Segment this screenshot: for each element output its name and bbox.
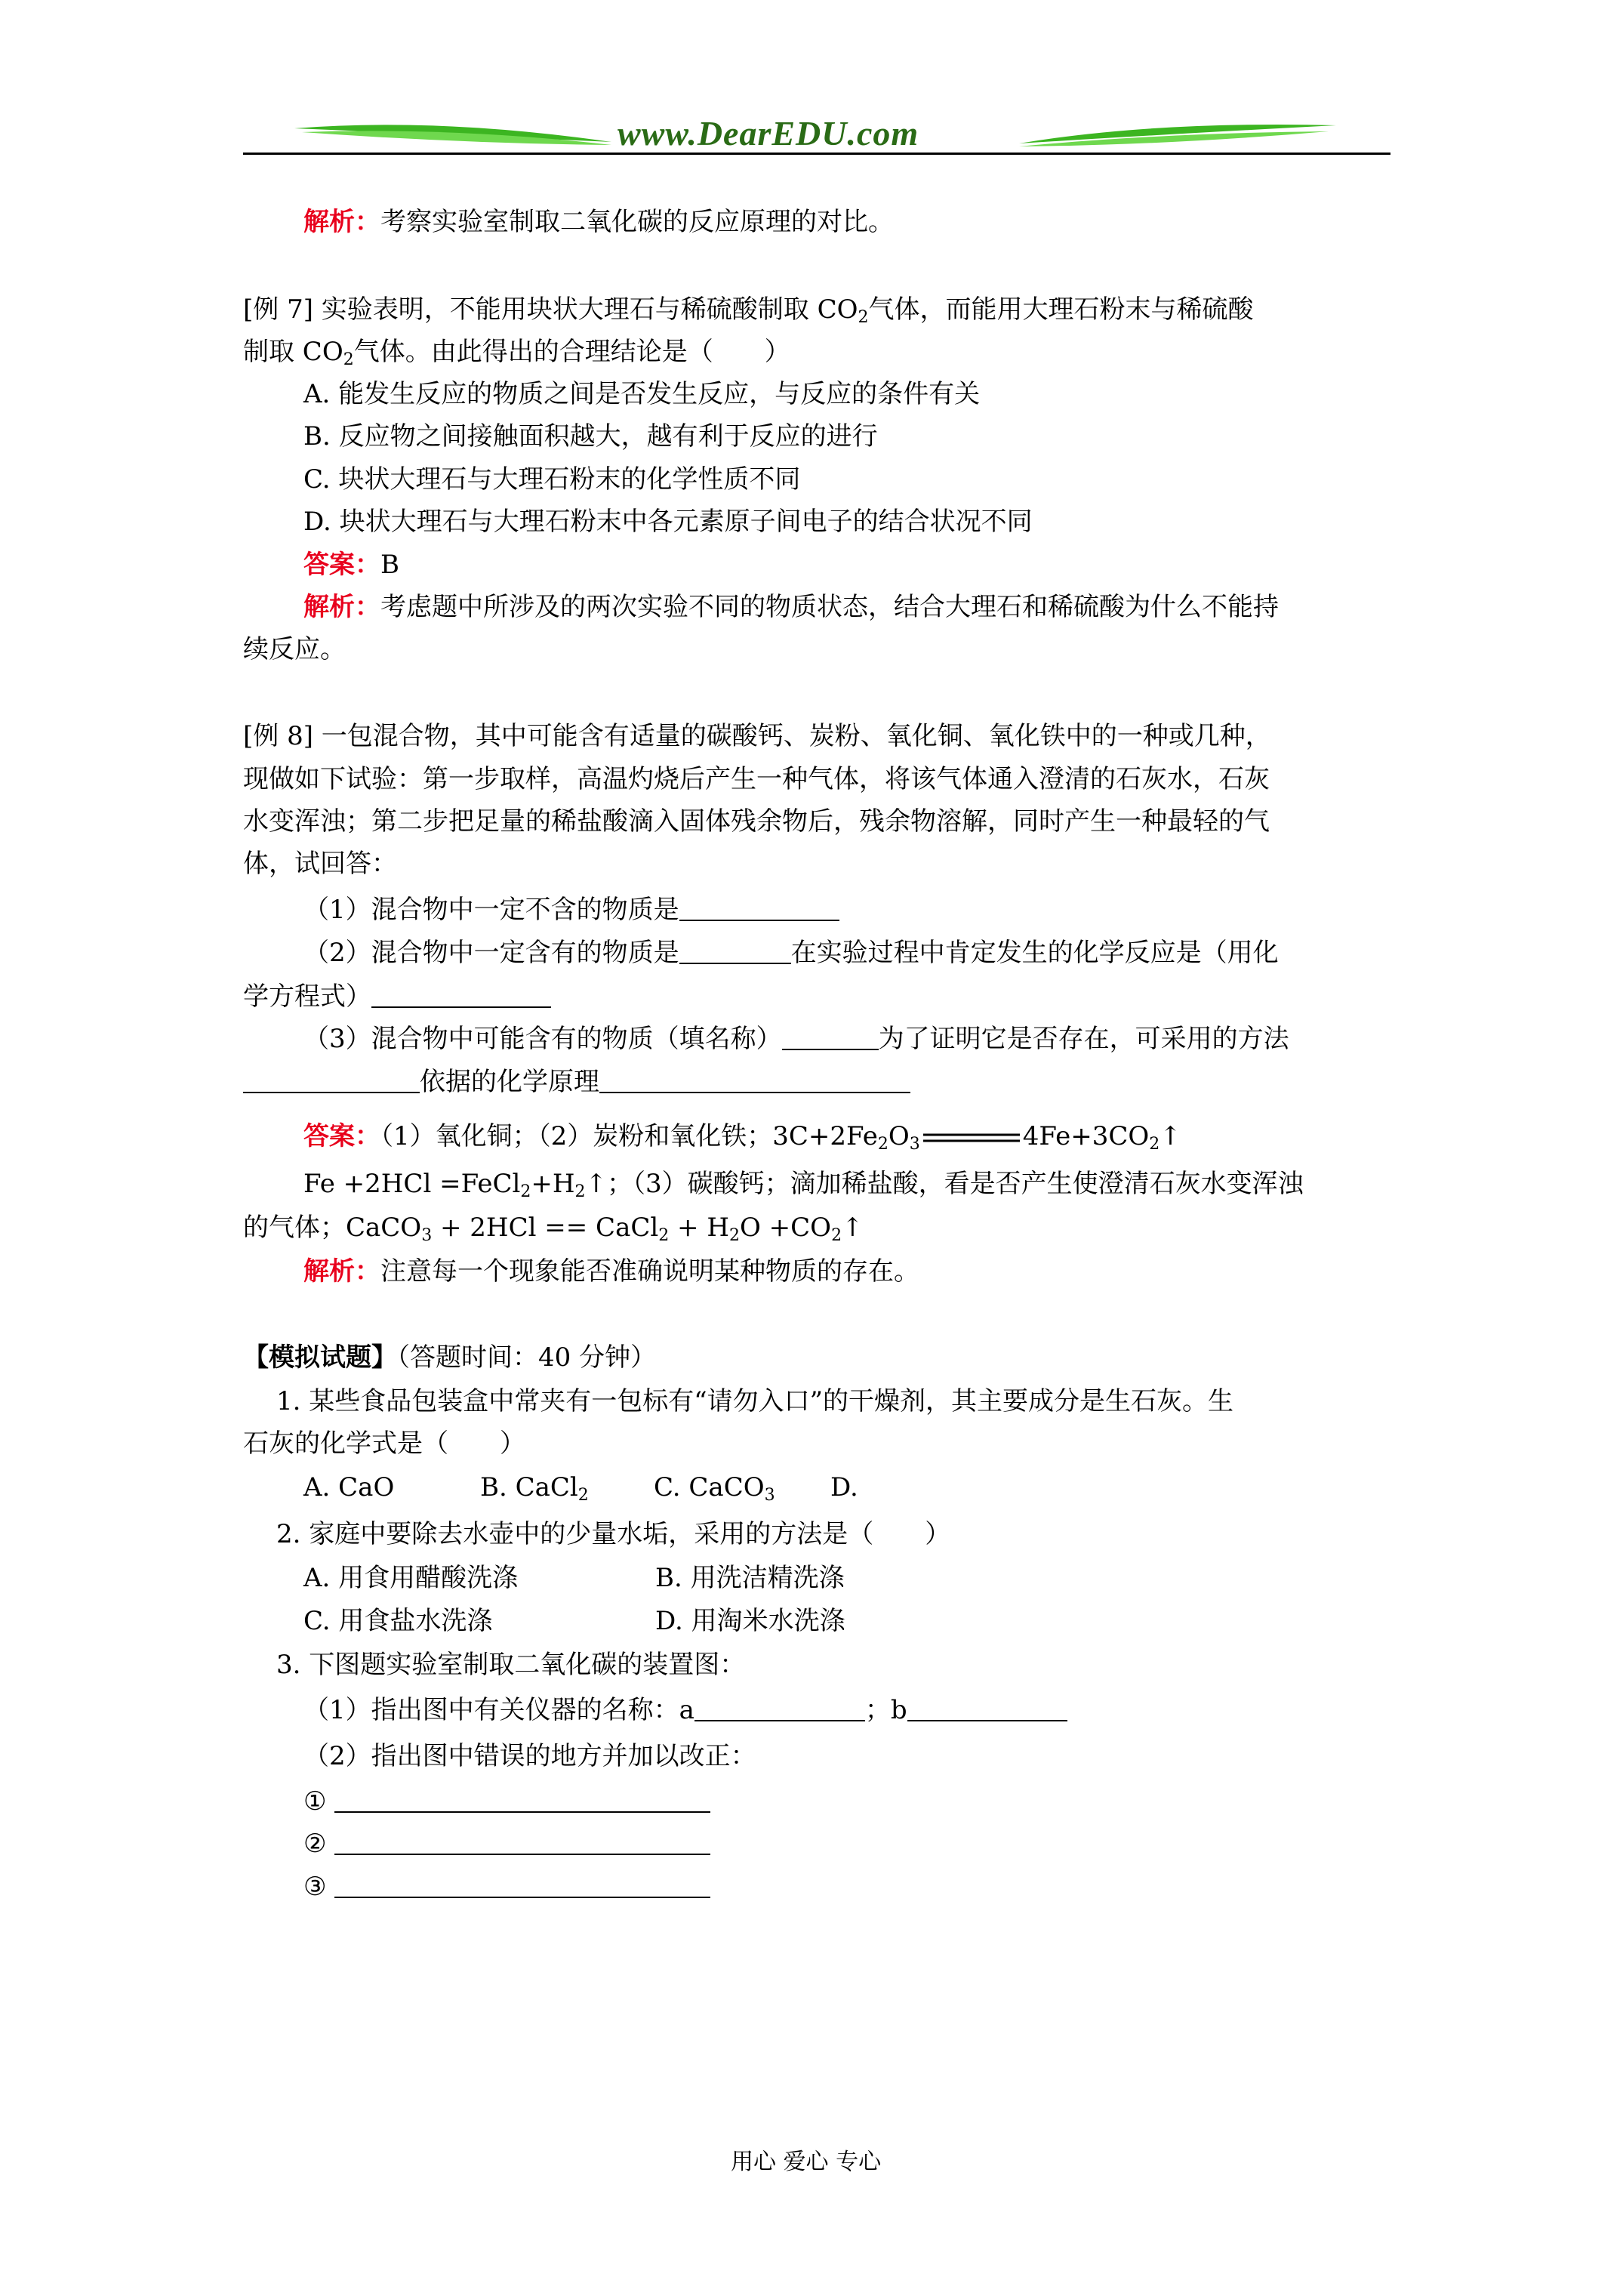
ex8-answer-line-2	[303, 1167, 1304, 1200]
answer-blank[interactable]	[243, 1066, 420, 1093]
question-text: 在实验过程中肯定发生的化学反应是（用化	[790, 938, 1279, 968]
ex7-analysis-line-1	[303, 590, 1279, 624]
header-rule	[243, 153, 1390, 155]
ex7-option-d: D. 块状大理石与大理石粉末中各元素原子间电子的结合状况不同	[303, 507, 1033, 537]
ex8-question-3-cont	[243, 1065, 910, 1099]
question-text: 依据的化学原理	[420, 1067, 599, 1097]
subscript: 2	[574, 1182, 586, 1201]
ex8-answer-line-1	[303, 1120, 1181, 1153]
correction-line-1	[303, 1785, 710, 1818]
gas-arrow-icon: ↑	[842, 1213, 864, 1243]
correction-line-2	[303, 1827, 710, 1860]
section-time: （答题时间：40 分钟）	[397, 1342, 657, 1373]
analysis-label: 解析：	[303, 207, 380, 237]
answer-blank[interactable]	[782, 1023, 879, 1050]
subscript: 2	[877, 1135, 888, 1154]
circled-number: ③	[303, 1872, 327, 1902]
answer-blank[interactable]	[334, 1786, 710, 1813]
ex7-line-2	[243, 335, 790, 368]
mock-q3-part-2: （2）指出图中错误的地方并加以改正：	[303, 1741, 756, 1771]
ex8-question-3	[303, 1022, 1289, 1056]
subscript: 3	[909, 1135, 920, 1154]
mock-q1-line-1: 1. 某些食品包装盒中常夹有一包标有“请勿入口”的干燥剂，其主要成分是生石灰。生	[276, 1386, 1234, 1416]
answer-blank[interactable]	[371, 981, 551, 1008]
analysis-label: 解析：	[303, 592, 380, 622]
option-text: C. CaCO	[654, 1472, 765, 1502]
analysis-text: 考察实验室制取二氧化碳的反应原理的对比。	[380, 207, 894, 237]
subscript: 2	[858, 308, 869, 327]
circled-number: ①	[303, 1786, 327, 1817]
answer-blank[interactable]	[679, 937, 791, 964]
answer-blank[interactable]	[907, 1694, 1067, 1721]
circled-number: ②	[303, 1829, 327, 1859]
question-text: （1）指出图中有关仪器的名称：a	[303, 1695, 694, 1725]
mock-q1-option-b	[480, 1471, 589, 1504]
question-text: （2）混合物中一定含有的物质是	[303, 938, 679, 968]
ex8-line-4: 体，试回答：	[243, 849, 397, 879]
answer-blank[interactable]	[694, 1694, 865, 1721]
mock-test-heading	[243, 1341, 656, 1374]
ex7-option-b: B. 反应物之间接触面积越大，越有利于反应的进行	[303, 421, 878, 451]
answer-text: + 2HCl == CaCl	[432, 1213, 659, 1243]
subscript: 2	[831, 1226, 842, 1245]
answer-blank[interactable]	[679, 894, 839, 921]
header-logo-text: www.DearEDU.com	[617, 114, 919, 153]
ex7-analysis-line-2: 续反应。	[243, 634, 346, 664]
ex8-analysis	[303, 1255, 919, 1288]
ex8-question-2-cont	[243, 980, 551, 1013]
answer-text: + H	[669, 1213, 729, 1243]
subscript: 2	[729, 1226, 740, 1245]
answer-text: 4Fe+3CO	[1022, 1121, 1150, 1151]
mock-q1-option-c	[654, 1471, 775, 1504]
option-text: B. CaCl	[480, 1472, 578, 1502]
question-text: 学方程式）	[243, 982, 371, 1012]
answer-blank[interactable]	[334, 1871, 710, 1898]
mock-q2-option-d: D. 用淘米水洗涤	[655, 1606, 845, 1636]
mock-q1-option-a: A. CaO	[303, 1472, 395, 1502]
mock-q1-line-2: 石灰的化学式是（ ）	[243, 1428, 525, 1459]
answer-text: 的气体；CaCO	[243, 1213, 422, 1243]
prev-analysis-line	[303, 205, 894, 239]
answer-text: ↑；（3）碳酸钙；滴加稀盐酸，看是否产生使澄清石灰水变浑浊	[585, 1169, 1304, 1199]
mock-q2-option-c: C. 用食盐水洗涤	[303, 1606, 493, 1636]
question-text: （3）混合物中可能含有的物质（填名称）	[303, 1024, 782, 1054]
ex7-text: 气体，而能用大理石粉末与稀硫酸	[868, 294, 1254, 325]
reaction-equals-sign	[923, 1132, 1020, 1144]
subscript: 3	[764, 1486, 775, 1505]
answer-blank[interactable]	[334, 1828, 710, 1855]
mock-q2-option-b: B. 用洗洁精洗涤	[655, 1563, 845, 1593]
subscript: 2	[1149, 1135, 1160, 1154]
answer-text: O	[888, 1121, 910, 1151]
analysis-text: 考虑题中所涉及的两次实验不同的物质状态，结合大理石和稀硫酸为什么不能持	[380, 592, 1279, 622]
question-text: 为了证明它是否存在，可采用的方法	[878, 1024, 1289, 1054]
ex8-answer-line-3	[243, 1211, 864, 1244]
subscript: 2	[343, 350, 354, 369]
analysis-label: 解析：	[303, 1256, 380, 1287]
answer-value: B	[380, 550, 399, 580]
page-footer: 用心 爱心 专心	[731, 2149, 882, 2175]
ex7-text: 气体。由此得出的合理结论是（ ）	[353, 337, 790, 367]
ex7-option-a: A. 能发生反应的物质之间是否发生反应，与反应的条件有关	[303, 379, 981, 409]
answer-label: 答案：	[303, 1121, 380, 1151]
ex8-question-2	[303, 936, 1279, 969]
ex7-line-1	[243, 293, 1253, 326]
section-title: 【模拟试题】	[243, 1342, 397, 1373]
mock-q2: 2. 家庭中要除去水壶中的少量水垢，采用的方法是（ ）	[276, 1519, 951, 1549]
ex8-line-1: [例 8] 一包混合物，其中可能含有适量的碳酸钙、炭粉、氧化铜、氧化铁中的一种或几种，	[243, 721, 1271, 751]
ex8-line-3: 水变浑浊；第二步把足量的稀盐酸滴入固体残余物后，残余物溶解，同时产生一种最轻的气	[243, 806, 1270, 837]
ex7-text: [例 7] 实验表明，不能用块状大理石与稀硫酸制取 CO	[243, 294, 858, 325]
ex8-question-1	[303, 893, 839, 926]
ex7-text: 制取 CO	[243, 337, 343, 367]
subscript: 2	[658, 1226, 670, 1245]
mock-q2-option-a: A. 用食用醋酸洗涤	[303, 1563, 519, 1593]
mock-q1-option-d: D.	[830, 1472, 858, 1502]
subscript: 3	[421, 1226, 433, 1245]
mock-q3-part-1	[303, 1693, 1067, 1727]
mock-q3: 3. 下图题实验室制取二氧化碳的装置图：	[276, 1650, 746, 1680]
gas-arrow-icon: ↑	[1160, 1121, 1181, 1151]
answer-text: Fe +2HCl =FeCl	[303, 1169, 521, 1199]
subscript: 2	[520, 1182, 531, 1201]
ex8-line-2: 现做如下试验：第一步取样，高温灼烧后产生一种气体，将该气体通入澄清的石灰水，石灰	[243, 764, 1270, 794]
correction-line-3	[303, 1870, 710, 1903]
subscript: 2	[577, 1486, 589, 1505]
ex7-answer	[303, 548, 399, 581]
question-text: ；b	[864, 1695, 907, 1725]
answer-label: 答案：	[303, 550, 380, 580]
ex7-option-c: C. 块状大理石与大理石粉末的化学性质不同	[303, 464, 801, 495]
answer-blank[interactable]	[599, 1066, 910, 1093]
answer-text: O +CO	[740, 1213, 832, 1243]
answer-text: （1）氧化铜；（2）炭粉和氧化铁；3C+2Fe	[380, 1121, 878, 1151]
question-text: （1）混合物中一定不含的物质是	[303, 895, 679, 925]
analysis-text: 注意每一个现象能否准确说明某种物质的存在。	[380, 1256, 919, 1287]
answer-text: +H	[531, 1169, 575, 1199]
